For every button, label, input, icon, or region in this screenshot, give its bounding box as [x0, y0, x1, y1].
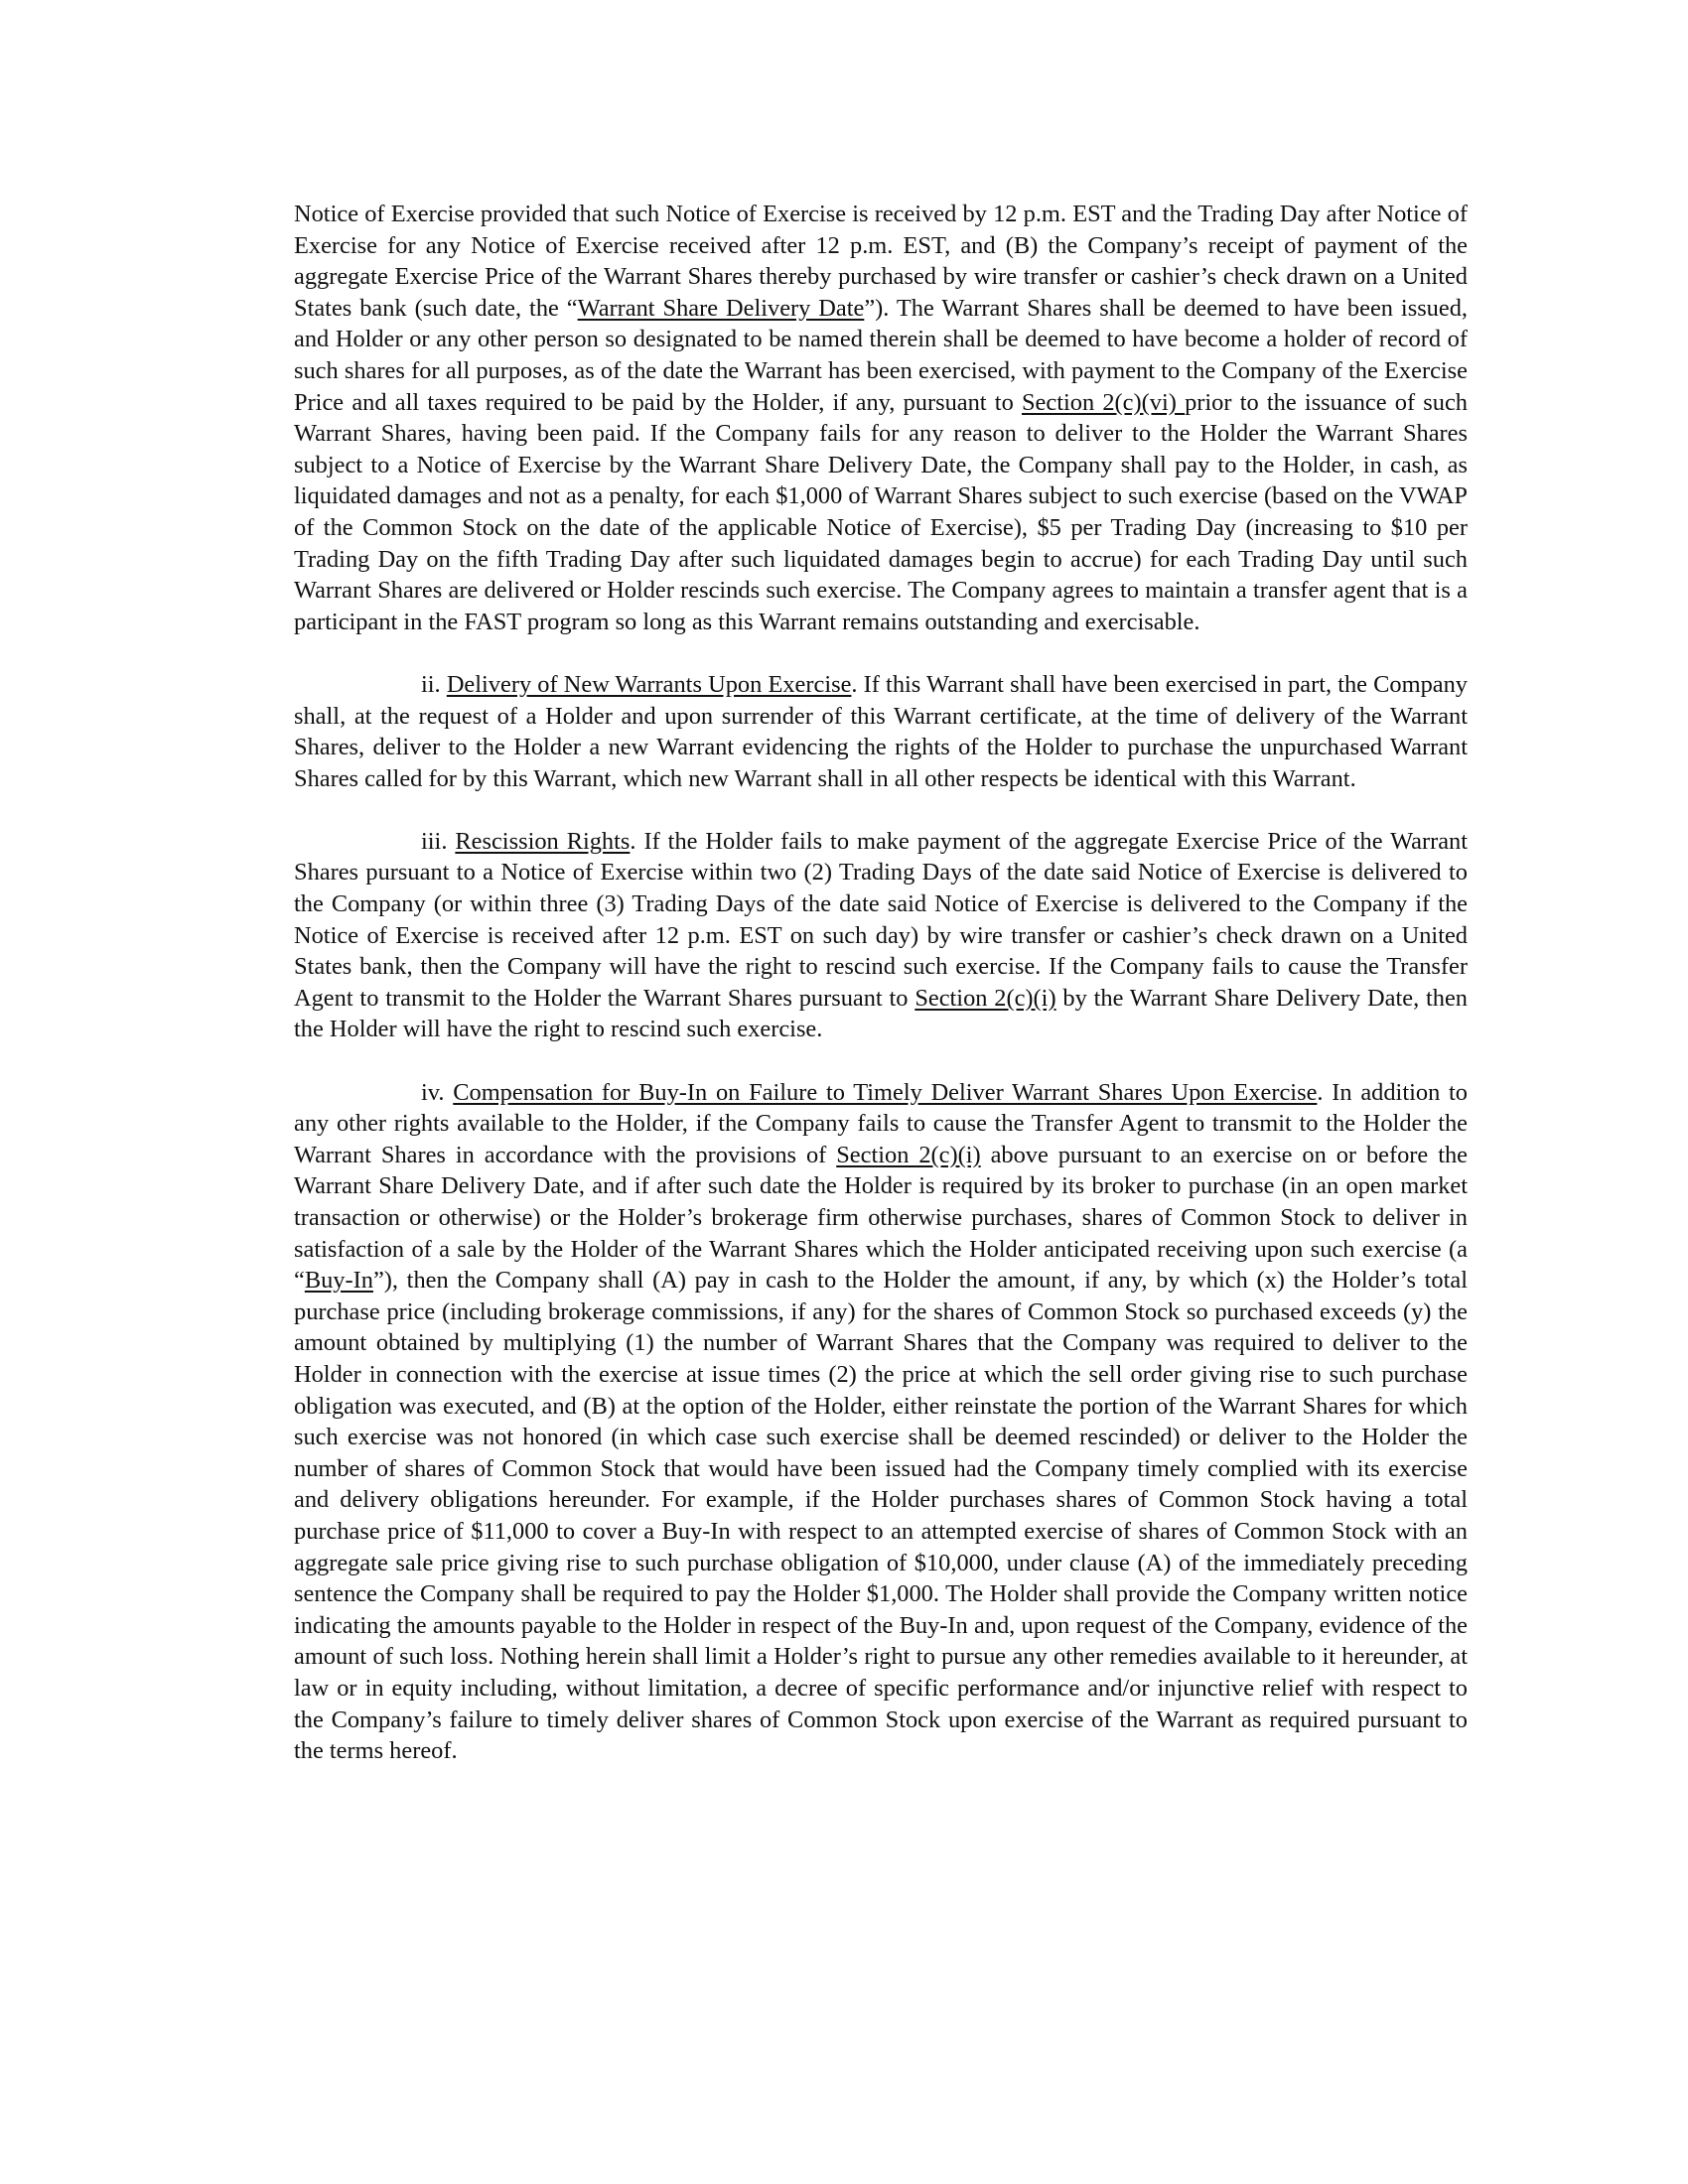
underlined-reference: Delivery of New Warrants Upon Exercise [446, 670, 852, 698]
paragraph-text: prior to the issuance of such Warrant Shares, having been paid. If the Company fails for any reason to deliver to the Holder the Warrant Shares subject to a Notice of Exercise by the Warrant Share Delivery Date, the Company shall pay to the Holder, in cash, as liquidated damages and not as a penalty, for each $1,000 of Warrant Shares subject to such exercise (based on the VWAP of the Common Stock on the date of the applicable Notice of Exercise), $5 per Trading Day (increasing to $10 per Trading Day on the fifth Trading Day after such liquidated damages begin to accrue) for each Trading Day until such Warrant Shares are delivered or Holder rescinds such exercise. The Company agrees to maintain a transfer agent that is a participant in the FAST program so long as this Warrant remains outstanding and exercisable. [294, 388, 1469, 635]
paragraph [294, 669, 1468, 794]
underlined-reference: Buy-In [304, 1267, 373, 1295]
underlined-reference: Section 2(c)(i) [836, 1141, 981, 1168]
paragraph [294, 199, 1468, 637]
paragraph [294, 1077, 1468, 1767]
underlined-reference: Rescission Rights [455, 827, 631, 855]
paragraph-text: . In addition to any other rights available to the Holder, if the Company fails to cause the Transfer Agent to transmit to the Holder the Warrant Shares in accordance with the provisions of [294, 1078, 1468, 1168]
paragraph-text: ii. [421, 670, 447, 698]
paragraph-text: above pursuant to an exercise on or before the Warrant Share Delivery Date, and if after such date the Holder is required by its broker to purchase (in an open market transaction or otherwise) or the Holder’s brokerage firm otherwise purchases, shares of Common Stock to deliver in satisfaction of a sale by the Holder of the Warrant Shares which the Holder anticipated receiving upon such exercise (a “ [294, 1141, 1468, 1295]
underlined-reference: Section 2(c)(vi) [1021, 388, 1186, 416]
paragraph-text: by the Warrant Share Delivery Date, then the Holder will have the right to rescind such exercise. [294, 984, 1468, 1043]
paragraph-text: Notice of Exercise provided that such Notice of Exercise is received by 12 p.m. EST and the Trading Day after Notice of Exercise for any Notice of Exercise received after 12 p.m. EST, and (B) the Company’s receipt of payment of the aggregate Exercise Price of the Warrant Shares thereby purchased by wire transfer or cashier’s check drawn on a United States bank (such date, the “ [294, 201, 1468, 322]
paragraph [294, 826, 1468, 1045]
underlined-reference: Section 2(c)(i) [914, 984, 1056, 1012]
paragraph-text: iv. [421, 1078, 454, 1106]
document-page [294, 199, 1468, 1798]
paragraph-text: . If this Warrant shall have been exercised in part, the Company shall, at the request of a Holder and upon surrender of this Warrant certificate, at the time of delivery of the Warrant Shares, deliver to the Holder a new Warrant evidencing the rights of the Holder to purchase the unpurchased Warrant Shares called for by this Warrant, which new Warrant shall in all other respects be identical with this Warrant. [294, 670, 1469, 792]
underlined-reference: Warrant Share Delivery Date [577, 294, 865, 322]
underlined-reference: Compensation for Buy-In on Failure to Timely Deliver Warrant Shares Upon Exercise [453, 1078, 1318, 1106]
paragraph-text: iii. [421, 827, 456, 855]
paragraph-text: ”), then the Company shall (A) pay in cash to the Holder the amount, if any, by which (x) the Holder’s total purchase price (including brokerage commissions, if any) for the shares of Common Stock so purchased exceeds (y) the amount obtained by multiplying (1) the number of Warrant Shares that the Company was required to deliver to the Holder in connection with the exercise at issue times (2) the price at which the sell order giving rise to such purchase obligation was executed, and (B) at the option of the Holder, either reinstate the portion of the Warrant Shares for which such exercise was not honored (in which case such exercise shall be deemed rescinded) or deliver to the Holder the number of shares of Common Stock that would have been issued had the Company timely complied with its exercise and delivery obligations hereunder. For example, if the Holder purchases shares of Common Stock having a total purchase price of $11,000 to cover a Buy-In with respect to an attempted exercise of shares of Common Stock with an aggregate sale price giving rise to such purchase obligation of $10,000, under clause (A) of the immediately preceding sentence the Company shall be required to pay the Holder $1,000. The Holder shall provide the Company written notice indicating the amounts payable to the Holder in respect of the Buy-In and, upon request of the Company, evidence of the amount of such loss. Nothing herein shall limit a Holder’s right to pursue any other remedies available to it hereunder, at law or in equity including, without limitation, a decree of specific performance and/or injunctive relief with respect to the Company’s failure to timely deliver shares of Common Stock upon exercise of the Warrant as required pursuant to the terms hereof. [294, 1267, 1468, 1765]
paragraph-text: . If the Holder fails to make payment of the aggregate Exercise Price of the Warrant Shares pursuant to a Notice of Exercise within two (2) Trading Days of the date said Notice of Exercise is delivered to the Company (or within three (3) Trading Days of the date said Notice of Exercise is delivered to the Company if the Notice of Exercise is received after 12 p.m. EST on such day) by wire transfer or cashier’s check drawn on a United States bank, then the Company will have the right to rescind such exercise. If the Company fails to cause the Transfer Agent to transmit to the Holder the Warrant Shares pursuant to [294, 827, 1469, 1012]
paragraph-text: ”). The Warrant Shares shall be deemed to have been issued, and Holder or any other person so designated to be named therein shall be deemed to have become a holder of record of such shares for all purposes, as of the date the Warrant has been exercised, with payment to the Company of the Exercise Price and all taxes required to be paid by the Holder, if any, pursuant to [294, 294, 1468, 416]
